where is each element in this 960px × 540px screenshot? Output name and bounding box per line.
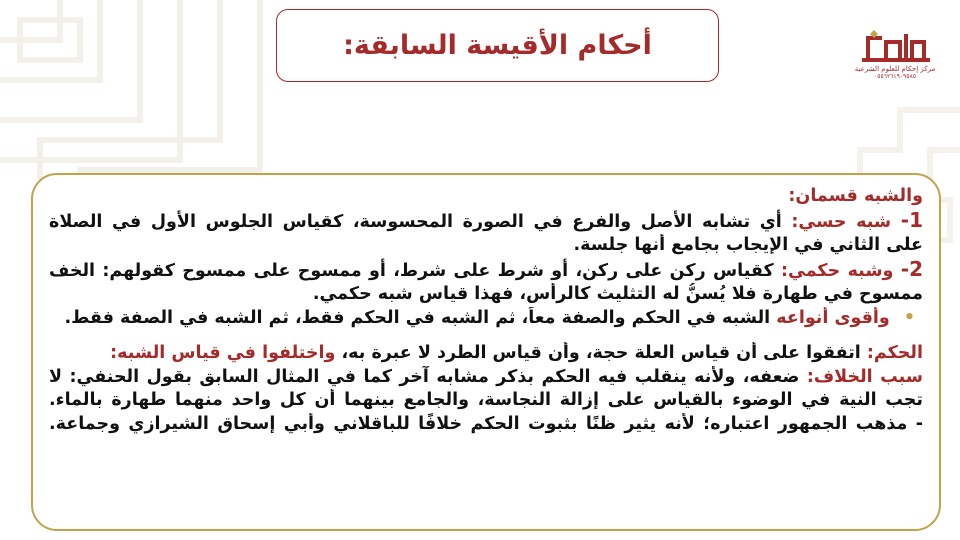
item-number: 2- <box>900 257 923 281</box>
line-legal-similarity <box>49 258 923 284</box>
logo-mark-icon <box>860 28 930 64</box>
line-strongest-types <box>49 307 923 331</box>
logo-phone: ٠٥٥٦٢٦١٩٠٩٥٨٥ <box>874 73 916 80</box>
line-text: كقياس ركن على ركن، أو شرط على شرط، أو ممسوح على ممسوح كقولهم: الخف <box>49 260 781 281</box>
spacer <box>49 330 923 342</box>
logo-subtitle: مركز إحكام للعلوم الشرعية <box>854 65 936 73</box>
line-reason-continuation <box>49 389 923 413</box>
title-box <box>276 9 719 82</box>
corner-pattern-icon <box>0 0 300 180</box>
line-sensory-continuation <box>49 234 923 258</box>
term-label: سبب الخلاف: <box>806 366 923 387</box>
line-text: تجب النية في الوضوء بالقياس على إزالة النجاسة، والجامع بينهما أن كل واحد منهما طهارة بالماء. <box>49 390 923 410</box>
page-title: أحكام الأقيسة السابقة: <box>343 30 652 61</box>
line-sensory-similarity <box>49 209 923 235</box>
line-text: ضعفه، ولأنه ينقلب فيه الحكم بذكر مشابه آخر كما في المثال السابق بقول الحنفي: لا <box>49 366 807 387</box>
bullet-icon: • <box>903 307 915 328</box>
logo <box>856 28 934 94</box>
line-ruling <box>49 342 923 366</box>
item-number: 1- <box>900 208 923 232</box>
line-text: اتفقوا على أن قياس العلة حجة، وأن قياس الطرد لا عبرة به، <box>335 343 867 363</box>
term-label: وأقوى أنواعه <box>776 307 890 328</box>
line-text: - مذهب الجمهور اعتباره؛ لأنه يثير ظنًا بثبوت الحكم خلافًا للباقلاني وأبي إسحاق الشيرازي وجماعة. <box>49 413 923 434</box>
line-text: أي تشابه الأصل والفرع في الصورة المحسوسة، كقياس الجلوس الأول في الصلاة <box>49 211 792 232</box>
line-legal-continuation <box>49 283 923 307</box>
term-label: الحكم: <box>866 343 923 363</box>
term-label-2: واختلفوا في قياس الشبه: <box>110 343 336 363</box>
line-reason-disagreement <box>49 366 923 390</box>
term-label: شبه حسي: <box>791 211 901 232</box>
line-intro-heading: والشبه قسمان: <box>788 186 923 206</box>
line-text: الشبه في الحكم والصفة معاً، ثم الشبه في الحكم فقط، ثم الشبه في الصفة فقط. <box>64 307 777 328</box>
line-text: ممسوح في طهارة فلا يُسنُّ له التثليث كالرأس، فهذا قياس شبه حكمي. <box>312 284 923 304</box>
content-box <box>31 173 941 531</box>
line-majority-view <box>49 413 923 437</box>
term-label: وشبه حكمي: <box>781 260 901 281</box>
line-text: على الثاني في الإيجاب بجامع أنها جلسة. <box>573 235 923 255</box>
line-intro <box>49 185 923 209</box>
